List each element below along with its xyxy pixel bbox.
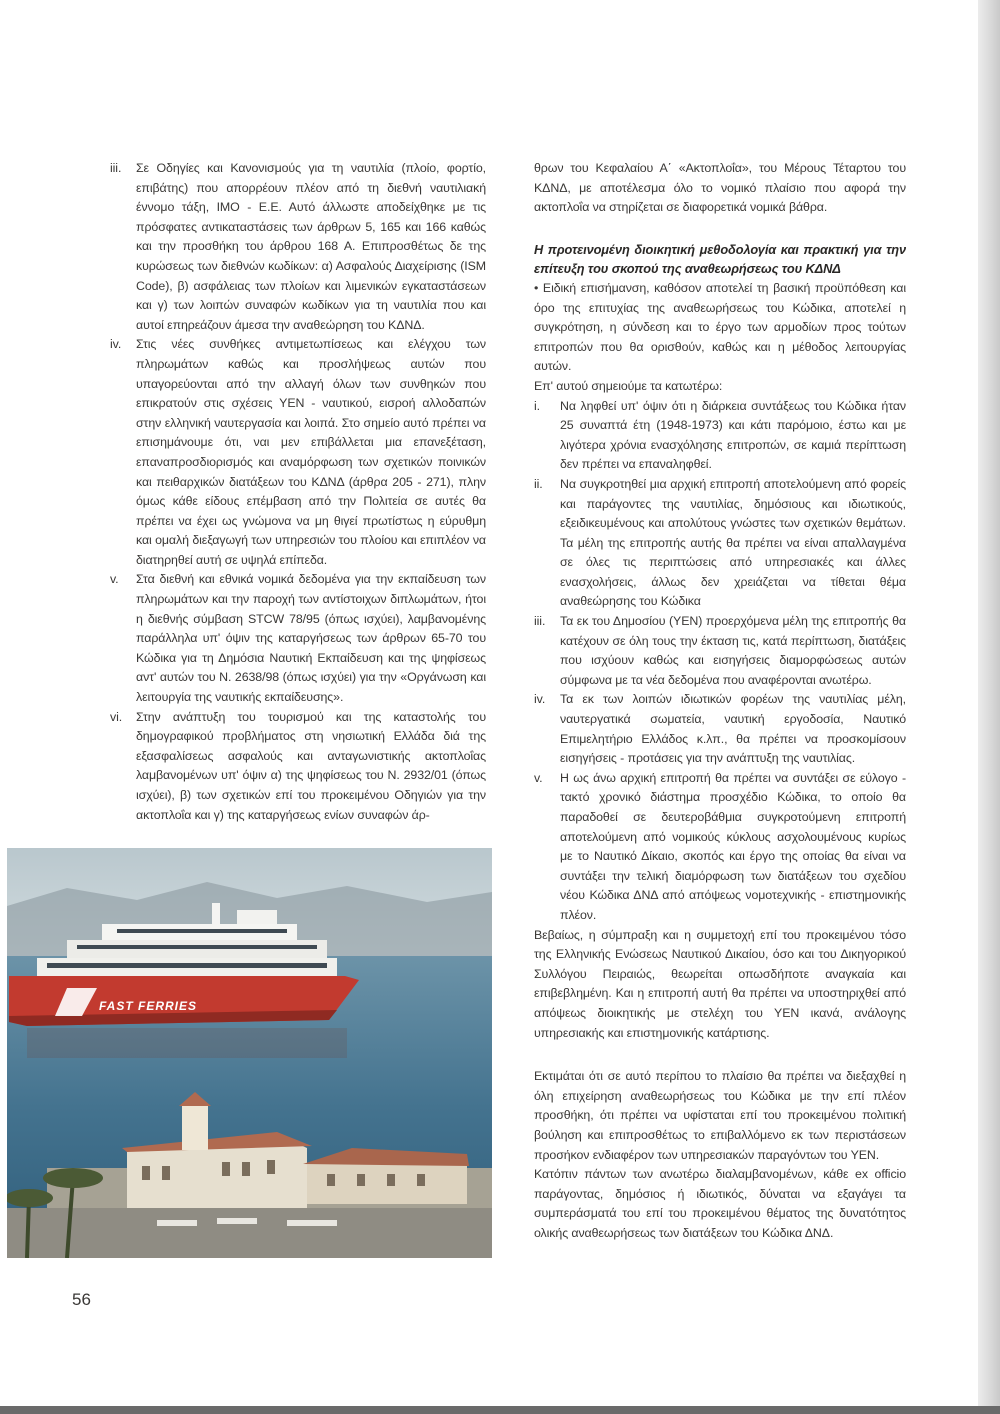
list-item (534, 769, 906, 926)
list-item (534, 475, 906, 612)
hull-lettering: FAST FERRIES (99, 999, 198, 1013)
lead-paragraph-2: Επ' αυτού σημειούμε τα κατωτέρω: (534, 378, 723, 393)
item-number: iv. (110, 337, 122, 352)
item-text: Να συγκροτηθεί μια αρχική επιτροπή αποτελούμενη από φορείς και παράγοντες της ναυτιλίας, δημόσιους και ιδιωτικούς, εξειδικευμένους και απολύτους γνώστες των σχετικών θεμάτων. Τα μέλη της επιτροπής αυτής θα πρέπει να είναι απαλλαγμένα σε όλες τις περιπτώσεις από υπηρεσιακές και άλλες ενασχολήσεις, άλλως δεν χρειάζεται να τίθεται θέμα αναθεώρησης του Κώδικα (560, 476, 906, 609)
lead-paragraph: • Ειδική επισήμανση, καθόσον αποτελεί τη βασική προϋπόθεση και όρο της επιτυχίας της αναθεωρήσεως του Κώδικα, αποτελεί η συγκρότηση, η σύνδεση και το έργο των αρμοδίων προς τούτων επιτροπών που θα ορισθούν, καθώς και η μέθοδος λειτουργίας αυτών. (534, 280, 906, 374)
item-number: v. (534, 770, 543, 785)
list-item (110, 335, 486, 570)
item-number: iii. (534, 614, 546, 629)
list-item (110, 708, 486, 826)
section-heading: Η προτεινομένη διοικητική μεθοδολογία και πρακτική για την επίτευξη του σκοπού της αναθεωρήσεως του ΚΔΝΔ (534, 241, 906, 277)
item-text: Στις νέες συνθήκες αντιμετωπίσεως και ελέγχου των πληρωμάτων καθώς και προσλήψεως αυτών που υπαγορεύονται από την αλλαγή όλων των συνθηκών που επικρατούν στις σχέσεις ΥΕΝ - ναυτικού, εισροή αλλοδαπών στην ελληνική ναυτεργασία και λοιπά. Στο σημείο αυτό πρέπει να επισημάνουμε ότι, ναι μεν επιβάλλεται μια επανεξέταση, επαναπροσδιορισμός και αναμόρφωση των σχετικών ποινικών και πειθαρχικών διατάξεων του ΚΔΝΔ (άρθρα 205 - 271), πλην όμως κάθε είδους επέμβαση από την Πολιτεία σε αυτές θα πρέπει να έχει ως γνώμονα να μη θιγεί πρωτίστως η εύρυθμη και ομαλή διεξαγωγή των υπηρεσιών του πλοίου και επιπλέον να διατηρηθεί αυτή σε υψηλά επίπεδα. (136, 337, 486, 567)
item-number: i. (534, 398, 540, 413)
list-item (110, 570, 486, 707)
left-column (110, 159, 486, 825)
item-number: ii. (534, 476, 543, 491)
bottom-scan-edge (0, 1406, 1000, 1414)
page-spine-shadow (978, 0, 1000, 1414)
item-text: Σε Οδηγίες και Κανονισμούς για τη ναυτιλία (πλοίο, φορτίο, επιβάτης) που απορρέουν πλέον από τη διεθνή ναυτιλιακή έννομο τάξη, ΙΜΟ - Ε.Ε. Αυτό άλλωστε αποδείχθηκε με τις πρόσφατες αντικαταστάσεις των άρθρων 5, 165 και 166 καθώς και την προσθήκη του άρθρου 168 Α. Επιπροσθέτως δε της κυρώσεως των διεθνών κωδίκων: α) Ασφαλούς Διαχείρισης (ISM Code), β) ασφάλειας των πλοίων και λιμενικών εγκαταστάσεων και γ) των λοιπών συναφών κωδίκων για τη ναυτιλία που και αυτοί επηρεάζουν άμεσα την αναθεώρηση του ΚΔΝΔ. (136, 161, 486, 332)
right-column (534, 159, 906, 1243)
ferry-photo (7, 848, 492, 1258)
item-text: Στα διεθνή και εθνικά νομικά δεδομένα για την εκπαίδευση των πληρωμάτων και την παροχή των αντίστοιχων διπλωμάτων, ήτοι η διεθνής σύμβαση STCW 78/95 (όπως ισχύει), λαμβανομένης παράλληλα υπ' όψιν της καταργήσεως των άρθρων 65-70 του Κώδικα για τη Δημόσια Ναυτική Εκπαίδευση και της ψηφίσεως αντ' αυτών του Ν. 2638/98 (όπως ισχύει) για την «Οργάνωση και λειτουργία της ναυτικής εκπαίδευσης». (136, 572, 486, 705)
list-item (110, 159, 486, 335)
item-text: Τα εκ του Δημοσίου (ΥΕΝ) προερχόμενα μέλη της επιτροπής θα κατέχουν σε όλη τους την έκταση τις, κατά περίπτωση, διατάξεις που ισχύουν καθώς και εισηγήσεις διαμορφώσεως αυτών σύμφωνα με τα νέα δεδομένα που αναφέρονται ανωτέρω. (560, 614, 906, 687)
list-item (534, 397, 906, 475)
page-number: 56 (72, 1290, 91, 1309)
body-paragraph: Εκτιμάται ότι σε αυτό περίπου το πλαίσιο θα πρέπει να διεξαχθεί η όλη επιχείρηση αναθεωρήσεως του Κώδικα με την επί πλέον προσθήκη, ότι πρέπει να υφίσταται επί του προκειμένου πολιτική βούληση και επιπροσθέτως το επιβαλλόμενο εκ των περιστάσεων προσήκον ενδιαφέρον των υπηρεσιακών παραγόντων του ΥΕΝ. (534, 1069, 906, 1162)
intro-paragraph: θρων του Κεφαλαίου Α΄ «Ακτοπλοΐα», του Μέρους Τέταρτου του ΚΔΝΔ, με αποτέλεσμα όλο το νομικό πλαίσιο που αφορά την ακτοπλοΐα να στηρίζεται σε διαφορετικά νομικά βάθρα. (534, 161, 906, 215)
item-text: Τα εκ των λοιπών ιδιωτικών φορέων της ναυτιλίας μέλη, ναυτεργατικά σωματεία, ναυτική εργοδοσία, Ναυτικό Επιμελητήριο Ελλάδος κ.λπ., θα πρέπει να προσκομίσουν εισηγήσεις - προτάσεις για την ανάπτυξη της ναυτιλίας. (560, 692, 906, 766)
body-paragraph: Βεβαίως, η σύμπραξη και η συμμετοχή επί του προκειμένου τόσο της Ελληνικής Ενώσεως Ναυτικού Δικαίου, όσο και του Δικηγορικού Συλλόγου Πειραιώς, θεωρείται οπωσδήποτε αναγκαία και επιβεβλημένη. Και η επιτροπή αυτή θα πρέπει να υποστηριχθεί από απόψεως διοικητικής με στελέχη του ΥΕΝ ικανά, ανάλογης υπηρεσιακής και επιστημονικής κατάρτισης. (534, 927, 906, 1040)
item-text: Στην ανάπτυξη του τουρισμού και της καταστολής του δημογραφικού προβλήματος στη νησιωτική Ελλάδα διά της εξασφαλίσεως ασφαλούς και ανταγωνιστικής ακτοπλοΐας λαμβανομένων υπ' όψιν α) της ψηφίσεως του Ν. 2932/01 (όπως ισχύει), β) των σχετικών επί του προκειμένου Οδηγιών για την ακτοπλοΐα και γ) της καταργήσεως ενίων συναφών άρ- (136, 709, 486, 822)
item-text: Να ληφθεί υπ' όψιν ότι η διάρκεια συντάξεως του Κώδικα ήταν 25 συναπτά έτη (1948-1973) και κάτι παρόμοιο, έστω και με λιγότερα χρόνια ενασχόλησης επιτροπών, σε καμιά περίπτωση δεν πρέπει να επαναληφθεί. (560, 398, 906, 472)
item-number: iv. (534, 692, 546, 707)
item-text: Η ως άνω αρχική επιτροπή θα πρέπει να συντάξει σε εύλογο - τακτό χρονικό διάστημα προσχέδιο Κώδικα, το οποίο θα παραδοθεί σε δευτεροβάθμια συγκροτούμενη επιτροπή αποτελούμενη από νομικούς κύκλους ασχολουμένους κυρίως με το Ναυτικό Δίκαιο, σκοπός και έργο της οποίας θα είναι να συντάξει την τελική διαμόρφωση των διατάξεων του σχεδίου νέου Κώδικα ΔΝΔ από απόψεως νομοτεχνικής - επιστημονικής πλέον. (560, 770, 906, 922)
body-paragraph: Κατόπιν πάντων των ανωτέρω διαλαμβανομένων, κάθε ex officio παράγοντας, δημόσιος ή ιδιωτικός, δύναται να εξαγάγει τα συμπεράσματά του επί του προκειμένου θέματος της δυνατότητος ολικής αναθεωρήσεως των διατάξεων του Κώδικα ΔΝΔ. (534, 1167, 906, 1240)
item-number: vi. (110, 709, 123, 724)
list-item (534, 690, 906, 768)
item-number: v. (110, 572, 119, 587)
list-item (534, 612, 906, 690)
item-number: iii. (110, 161, 122, 175)
